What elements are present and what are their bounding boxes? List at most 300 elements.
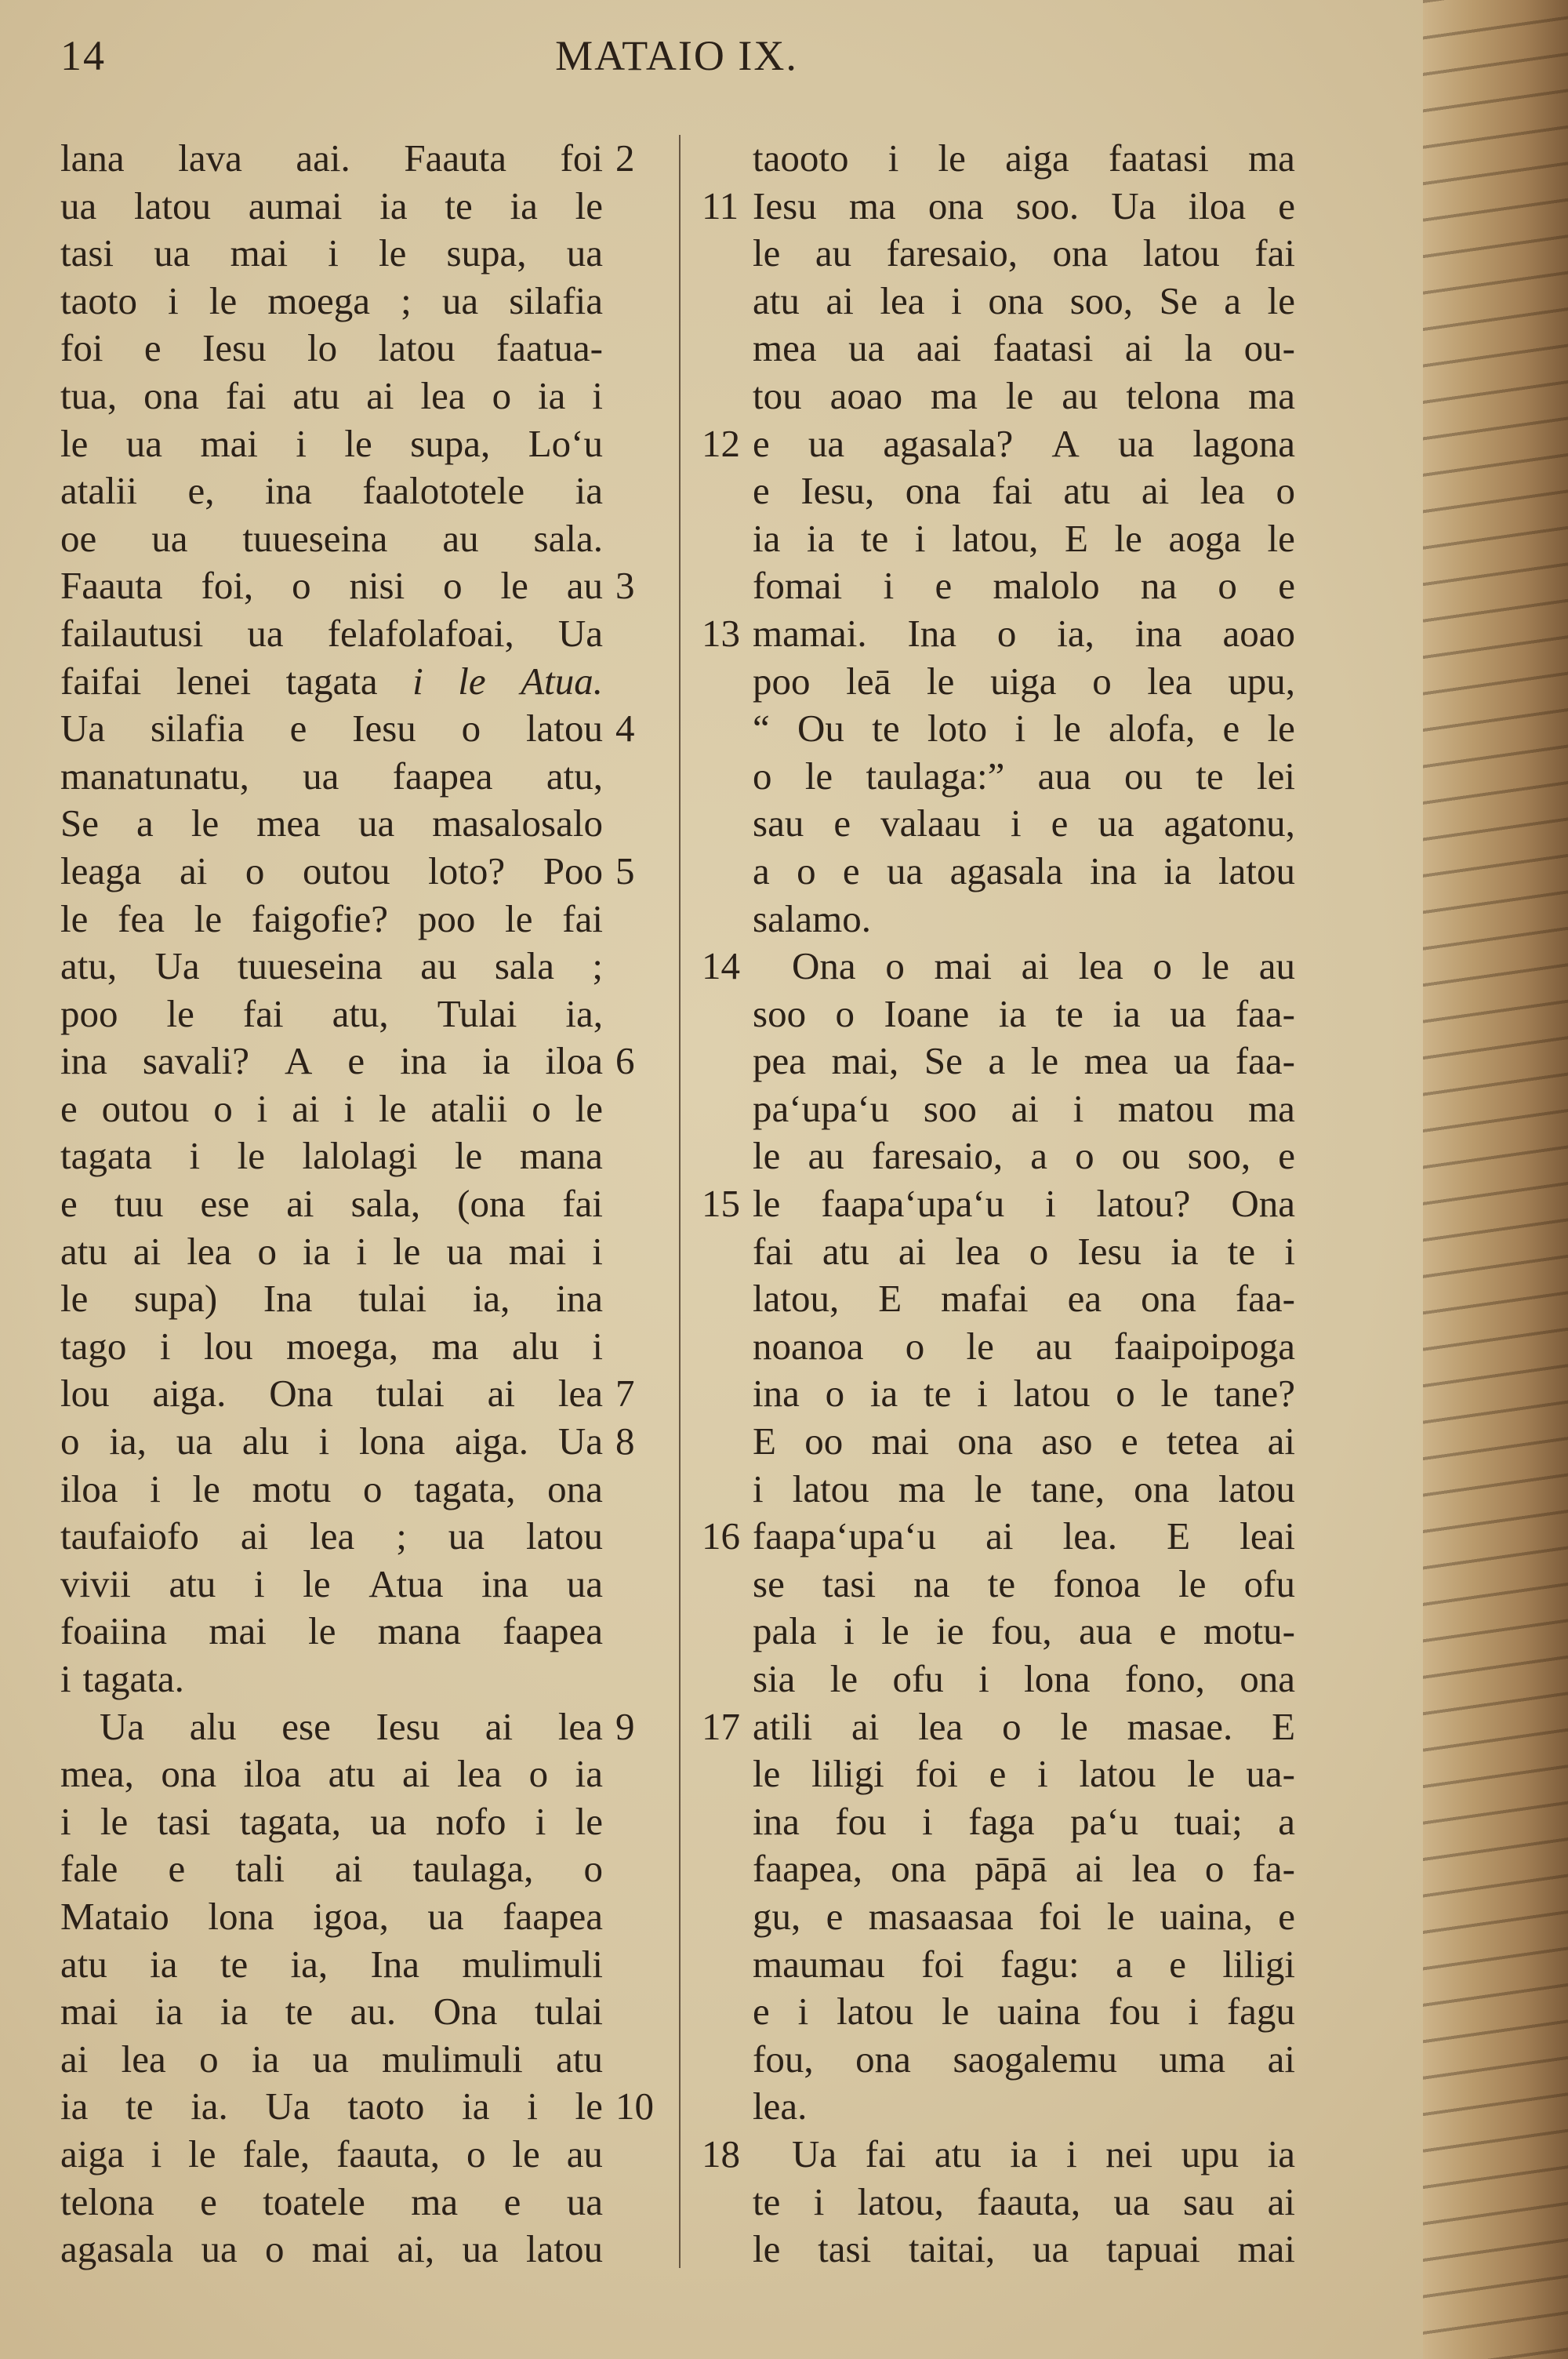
line-text — [60, 943, 603, 990]
line-text — [60, 896, 603, 943]
word: tagata, — [414, 1467, 516, 1510]
word: A — [284, 1039, 313, 1083]
word: faapea — [503, 1609, 603, 1653]
word: ona — [1052, 231, 1109, 275]
word: e — [60, 1182, 78, 1226]
word: mai — [311, 2227, 370, 2271]
word: latou — [1013, 1372, 1091, 1416]
word: Ua — [557, 1419, 603, 1463]
word: nofo — [435, 1799, 506, 1843]
word: “ — [753, 707, 770, 751]
word: le — [804, 754, 833, 798]
word: e — [1120, 1419, 1138, 1463]
word: atu, — [546, 754, 603, 798]
verse-number: 13 — [702, 611, 740, 655]
word: gu, — [753, 1894, 801, 1938]
word: i — [1066, 2132, 1077, 2175]
line-text — [753, 1608, 1295, 1656]
word: ua- — [1246, 1752, 1295, 1796]
word: le — [209, 278, 238, 322]
word: tasi — [157, 1799, 211, 1843]
word: i — [1010, 801, 1022, 845]
word: lava — [178, 136, 242, 180]
word: aua — [1037, 754, 1091, 798]
word: o — [1218, 564, 1237, 608]
word: ai — [132, 1229, 162, 1273]
word: mai — [871, 1419, 929, 1463]
page-number: 14 — [60, 32, 106, 79]
word: ua — [427, 1894, 464, 1938]
word: Faauta — [60, 564, 163, 608]
word: ona — [547, 1467, 603, 1510]
word: masaasaa — [868, 1894, 1014, 1938]
word: silafia — [509, 278, 603, 322]
word: soo, — [1069, 278, 1134, 322]
word: vivii — [60, 1561, 131, 1605]
word: ea — [1067, 1277, 1102, 1321]
word: ai — [1267, 2179, 1295, 2223]
word: le — [60, 1277, 89, 1321]
word: le — [753, 231, 781, 275]
word: ua — [886, 849, 924, 892]
word: le — [1030, 1039, 1059, 1083]
word: Ina — [263, 1277, 313, 1321]
word: o — [257, 1229, 277, 1273]
word: la — [1184, 326, 1213, 370]
verse-number: 12 — [702, 421, 740, 465]
word: Se — [924, 1039, 963, 1083]
word: ia — [1171, 1229, 1199, 1273]
word: au — [1062, 373, 1098, 417]
word: sala, — [350, 1182, 421, 1226]
line-text — [753, 278, 1295, 325]
word: mafai — [941, 1277, 1029, 1321]
word: mai — [1237, 2227, 1295, 2271]
line-text — [60, 2131, 603, 2179]
word: aoao — [1222, 611, 1295, 655]
line-text — [753, 1228, 1295, 1276]
word: mea — [753, 326, 817, 370]
word: le — [505, 896, 533, 940]
word: i — [151, 2132, 162, 2175]
word: o — [1276, 469, 1295, 513]
verse-number: 15 — [702, 1182, 740, 1226]
word: Se — [60, 801, 99, 845]
word: i — [977, 1372, 988, 1416]
word: ia — [220, 1990, 249, 2034]
word: ia. — [191, 2085, 228, 2128]
word: ua — [566, 2179, 603, 2223]
word: faifai — [60, 659, 142, 703]
word: le — [194, 896, 223, 940]
word: atu, — [332, 991, 389, 1035]
word: o — [245, 849, 265, 892]
word: o — [1152, 944, 1172, 988]
word: uiga — [990, 659, 1057, 703]
italic-word: i — [412, 659, 423, 703]
word: telona — [1126, 373, 1221, 417]
word: ia — [462, 2085, 490, 2128]
word: liligi — [811, 1752, 884, 1796]
line-text — [60, 848, 603, 896]
word: fou — [835, 1799, 887, 1843]
word: faresaio, — [886, 231, 1018, 275]
line-text — [60, 325, 603, 373]
word: ia — [1163, 849, 1192, 892]
word: fou, — [753, 2037, 814, 2081]
line-text — [60, 1132, 603, 1180]
word: Ua — [100, 1704, 145, 1748]
word: ia — [60, 2085, 89, 2128]
word: le — [927, 659, 955, 703]
word: Iesu — [202, 326, 267, 370]
word: tulai — [376, 1372, 445, 1416]
word: ia, — [1057, 611, 1094, 655]
word: i — [914, 516, 926, 560]
word: le — [753, 2227, 781, 2271]
word: le — [575, 1799, 603, 1843]
word: e — [347, 1039, 365, 1083]
word: tuai; — [1174, 1799, 1243, 1843]
word: atu, — [60, 944, 118, 988]
word: aiga — [60, 2132, 125, 2175]
word: ona — [905, 469, 961, 513]
word: e — [935, 564, 953, 608]
word: (ona — [457, 1182, 526, 1226]
word: le — [192, 1467, 220, 1510]
word: i — [256, 1086, 268, 1130]
word: faapa‘upa‘u — [753, 1514, 936, 1558]
word: ai — [335, 1847, 363, 1891]
word: faa- — [1235, 1277, 1295, 1321]
word: o — [466, 2132, 486, 2175]
word: fomai — [753, 564, 843, 608]
word: ai — [286, 1182, 314, 1226]
line-text — [753, 1561, 1295, 1608]
word: Ona — [269, 1372, 333, 1416]
word: latou — [134, 184, 211, 227]
word: latou — [792, 1467, 869, 1510]
word: au — [566, 2132, 603, 2175]
word: ma — [431, 1324, 479, 1368]
word: le — [1178, 1561, 1207, 1605]
line-text — [753, 1703, 1295, 1751]
word: oe — [60, 516, 97, 560]
verse-number: 6 — [615, 1039, 635, 1083]
word: fai — [753, 1229, 793, 1273]
word: ia — [575, 1752, 603, 1796]
word: o — [492, 373, 512, 417]
word: au — [566, 564, 603, 608]
word: ina — [753, 1372, 800, 1416]
word: e — [753, 421, 770, 465]
word: ia — [575, 469, 603, 513]
word: e — [1278, 1134, 1295, 1178]
word: i — [356, 1229, 368, 1273]
word: Poo — [543, 849, 603, 892]
word: le — [60, 421, 89, 465]
line-text — [60, 2036, 603, 2084]
line-text — [60, 1893, 603, 1941]
word: pāpā — [975, 1847, 1047, 1891]
word: ona — [1240, 1657, 1295, 1700]
verse-number: 10 — [615, 2085, 654, 2128]
word: fea — [118, 896, 165, 940]
word: o — [1075, 1134, 1094, 1178]
word: Lo‘u — [528, 421, 603, 465]
word: soo — [923, 1086, 977, 1130]
verse-number: 8 — [615, 1419, 635, 1463]
word: agasala — [60, 2227, 174, 2271]
word: ia — [510, 184, 538, 227]
word: ia — [155, 1990, 183, 2034]
line-text — [753, 1370, 1295, 1418]
word: alu — [511, 1324, 559, 1368]
word: e — [753, 1990, 770, 2034]
word: taoto — [60, 278, 137, 322]
word: fonoa — [1053, 1561, 1141, 1605]
word: o — [60, 1419, 80, 1463]
word: ona — [891, 1847, 947, 1891]
word: Ua — [154, 944, 200, 988]
word: le — [500, 564, 528, 608]
line-text — [60, 1323, 603, 1371]
word: ma — [411, 2179, 459, 2223]
word: matou — [1117, 1086, 1214, 1130]
word: taulaga, — [412, 1847, 534, 1891]
word: lea — [918, 1704, 964, 1748]
word: fai — [225, 373, 267, 417]
word: Se — [1159, 278, 1198, 322]
line-text — [753, 135, 1295, 183]
word: atalii — [430, 1086, 508, 1130]
word: atili — [753, 1704, 813, 1748]
word: taulaga:” — [866, 754, 1005, 798]
word: ia — [998, 991, 1027, 1035]
word: o — [835, 991, 855, 1035]
word: ese — [281, 1704, 331, 1748]
word: iloa — [243, 1752, 302, 1796]
word: i — [1188, 1990, 1199, 2034]
line-text — [753, 1513, 1295, 1561]
word: ua — [370, 1799, 407, 1843]
line-text — [60, 1941, 603, 1989]
word: e — [60, 1086, 78, 1130]
word: ua — [808, 421, 845, 465]
word: atu — [292, 373, 340, 417]
word: i — [168, 278, 179, 322]
word: saogalemu — [953, 2037, 1118, 2081]
word: pa‘upa‘u — [753, 1086, 890, 1130]
line-text — [753, 1180, 1295, 1228]
word: ese — [200, 1182, 250, 1226]
line-text — [753, 467, 1295, 515]
word: e — [833, 801, 851, 845]
line-text — [753, 1132, 1295, 1180]
word: atu — [1063, 469, 1111, 513]
word: te — [753, 2179, 781, 2223]
word: aua — [1079, 1609, 1133, 1653]
word: mamai. — [753, 611, 867, 655]
line-text — [60, 1038, 603, 1085]
word: ua — [247, 611, 284, 655]
word: le — [1114, 516, 1142, 560]
word: tagata — [60, 1134, 152, 1178]
word: ofu — [892, 1657, 944, 1700]
word: ona — [927, 184, 984, 227]
word: o — [996, 611, 1017, 655]
word: le — [1160, 1372, 1189, 1416]
word: pa‘u — [1070, 1799, 1139, 1843]
word: i — [813, 2179, 825, 2223]
word: ua — [448, 1514, 485, 1558]
word: aai — [916, 326, 961, 370]
line-text — [753, 2179, 1295, 2226]
word: le — [1267, 516, 1295, 560]
word: faapea — [392, 754, 493, 798]
word: ma — [931, 373, 978, 417]
word: i — [797, 1990, 809, 2034]
word: faresaio, — [871, 1134, 1004, 1178]
column-divider — [679, 135, 681, 2268]
word: ma — [848, 184, 896, 227]
word: le — [188, 2132, 216, 2175]
word: ia — [869, 1372, 898, 1416]
word: e — [200, 2179, 217, 2223]
word: foaiina — [60, 1609, 168, 1653]
word: nisi — [349, 564, 405, 608]
word: e — [1159, 1609, 1177, 1653]
word: le — [166, 991, 194, 1035]
word: a — [136, 801, 154, 845]
word: tago — [60, 1324, 127, 1368]
word: mai — [60, 1990, 118, 2034]
word: aiga. — [152, 1372, 227, 1416]
line-text — [60, 420, 603, 468]
word: faatasi — [993, 326, 1094, 370]
word: Iesu — [376, 1704, 441, 1748]
word: ia — [1112, 991, 1141, 1035]
word: ina — [753, 1799, 800, 1843]
word: i — [60, 1657, 71, 1700]
word: le — [941, 1990, 970, 2034]
word: le — [308, 1609, 336, 1653]
word: ma — [1248, 373, 1295, 417]
word: ona — [855, 2037, 911, 2081]
word: ai — [179, 849, 208, 892]
word: Ou — [797, 707, 844, 751]
word: tali — [235, 1847, 285, 1891]
word: ai — [826, 278, 854, 322]
word: o — [199, 2037, 219, 2081]
word: aai. — [296, 136, 350, 180]
word: le — [881, 1609, 909, 1653]
word: faapa‘upa‘u — [821, 1182, 1005, 1226]
line-text — [753, 658, 1295, 706]
word: faigofie? — [251, 896, 389, 940]
word: lea — [420, 373, 466, 417]
word: le — [191, 801, 220, 845]
word: tuueseina — [242, 516, 388, 560]
line-text — [753, 562, 1295, 610]
word: ua — [848, 326, 885, 370]
word: foi — [560, 136, 603, 180]
word: atu — [328, 1752, 376, 1796]
word: le — [753, 1752, 781, 1796]
word: na — [1140, 564, 1178, 608]
word: latou — [1218, 849, 1295, 892]
word: lalolagi — [302, 1134, 418, 1178]
verse-number: 2 — [615, 136, 635, 180]
word: le — [575, 2085, 603, 2128]
word: leai — [1240, 1514, 1295, 1558]
word: ai — [487, 1372, 515, 1416]
word: te — [285, 1990, 314, 2034]
word: te — [860, 516, 889, 560]
line-text — [753, 1418, 1295, 1466]
word: te — [924, 1372, 952, 1416]
line-text — [753, 1988, 1295, 2036]
word: ona — [988, 278, 1044, 322]
word: i — [159, 1324, 171, 1368]
word: Iesu — [1077, 1229, 1142, 1273]
line-text — [753, 2083, 1295, 2131]
word: ua — [154, 231, 191, 275]
word: E — [1167, 1514, 1191, 1558]
word: te — [445, 184, 473, 227]
word: mana — [519, 1134, 603, 1178]
word: ina — [556, 1277, 603, 1321]
word: ona — [1134, 1467, 1189, 1510]
line-text — [60, 1750, 603, 1798]
word: ia, — [109, 1419, 147, 1463]
word: ai — [1267, 1419, 1295, 1463]
word: ia, — [472, 1277, 510, 1321]
word: ai — [1021, 944, 1050, 988]
word: ai — [1141, 469, 1170, 513]
word: oo — [804, 1419, 844, 1463]
word: ia — [251, 2037, 280, 2081]
word: tagata. — [82, 1657, 184, 1700]
word: au — [808, 1134, 844, 1178]
word: le — [829, 1657, 858, 1700]
word: ai — [985, 1514, 1014, 1558]
word: ina — [481, 1561, 529, 1605]
line-text — [753, 943, 1295, 990]
line-text — [60, 230, 603, 278]
word: tuueseina — [237, 944, 383, 988]
word: mai — [508, 1229, 567, 1273]
word: aumai — [248, 184, 343, 227]
word: au — [1036, 1324, 1073, 1368]
word: le — [974, 1467, 1003, 1510]
word: mai — [209, 1609, 267, 1653]
word: a — [753, 849, 770, 892]
word: Ua — [557, 611, 603, 655]
word: ia — [379, 184, 408, 227]
word: ai — [1011, 1086, 1039, 1130]
word: ua — [441, 278, 479, 322]
word: tuu — [114, 1182, 164, 1226]
word: le — [938, 136, 966, 180]
word: le — [1106, 1894, 1135, 1938]
word: tulai — [358, 1277, 427, 1321]
word: a — [1030, 1134, 1047, 1178]
word: telona — [60, 2179, 154, 2223]
word: alu — [241, 1419, 289, 1463]
word: aiga — [1005, 136, 1069, 180]
word: le — [303, 1561, 331, 1605]
